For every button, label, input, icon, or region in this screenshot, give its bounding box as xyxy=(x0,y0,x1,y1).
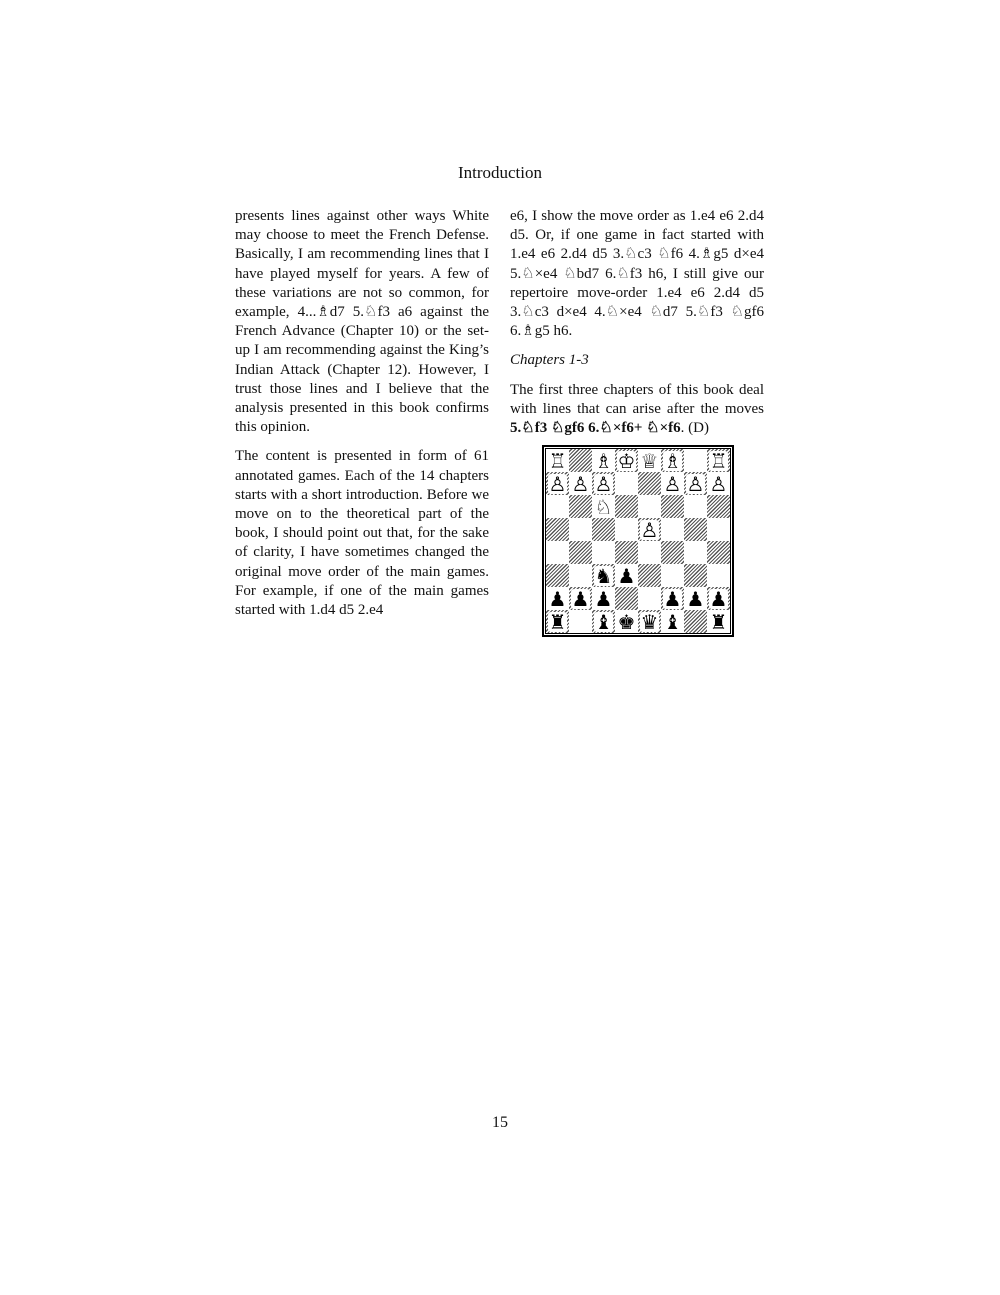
chess-board xyxy=(545,448,731,634)
paragraph: presents lines against other ways White may choose to meet the French Defense. Basically, I am recommending lines that I have played myself for years. A few of these variations are not so common, for example, 4...♗d7 5.♘f3 a6 against the French Advance (Chapter 10) or the set-up I am recommending against the King’s Indian Attack (Chapter 12). However, I trust those lines and I believe that the analysis presented in this book confirms this opinion. xyxy=(235,208,489,436)
board-square xyxy=(684,610,707,633)
board-square xyxy=(569,518,592,541)
chess-piece: ♙ xyxy=(686,471,705,496)
board-square xyxy=(684,541,707,564)
board-square xyxy=(569,587,592,610)
chess-piece: ♙ xyxy=(571,471,590,496)
board-square xyxy=(684,449,707,472)
board-square xyxy=(615,610,638,633)
board-square xyxy=(638,587,661,610)
move-sequence: 5.♘f3 ♘gf6 6.♘×f6+ ♘×f6 xyxy=(510,420,681,437)
right-column xyxy=(510,207,764,448)
chess-piece: ♜ xyxy=(548,609,567,634)
chess-piece: ♗ xyxy=(594,448,613,473)
board-square xyxy=(661,541,684,564)
board-square xyxy=(615,495,638,518)
board-square xyxy=(638,518,661,541)
chess-piece: ♟ xyxy=(548,586,567,611)
paragraph: The content is presented in form of 61 annotated games. Each of the 14 chapters starts with a short introduction. Before we move on to the theoretical part of the book, I should point out that, for the sake of clarity, I have sometimes changed the original move order of the main games. For example, if one of the main games started with 1.d4 d5 2.e4 xyxy=(235,448,489,619)
board-square xyxy=(546,541,569,564)
paragraph: e6, I show the move order as 1.e4 e6 2.d4 d5. Or, if one game in fact started with 1.e4 e6 2.d4 d5 3.♘c3 ♘f6 4.♗g5 d×e4 5.♘×e4 ♘bd7 6.♘f3 h6, I still give our repertoire move-order 1.e4 e6 2.d4 d5 3.♘c3 d×e4 4.♘×e4 ♘d7 5.♘f3 ♘gf6 6.♗g5 h6. xyxy=(510,208,764,340)
chess-piece: ♟ xyxy=(617,563,636,588)
board-square xyxy=(707,587,730,610)
page-number: 15 xyxy=(492,1114,508,1131)
chess-piece: ♖ xyxy=(709,448,728,473)
board-square xyxy=(661,495,684,518)
board-square xyxy=(592,610,615,633)
board-square xyxy=(615,587,638,610)
board-square xyxy=(707,449,730,472)
board-square xyxy=(707,472,730,495)
chess-piece: ♙ xyxy=(548,471,567,496)
board-square xyxy=(592,587,615,610)
paragraph xyxy=(510,381,764,439)
board-square xyxy=(569,472,592,495)
board-square xyxy=(592,472,615,495)
chess-piece: ♟ xyxy=(709,586,728,611)
chess-piece: ♜ xyxy=(709,609,728,634)
running-header: Introduction xyxy=(457,163,543,182)
chess-piece: ♘ xyxy=(594,494,613,519)
board-square xyxy=(707,495,730,518)
chess-piece: ♙ xyxy=(640,517,659,542)
board-square xyxy=(569,449,592,472)
chess-piece: ♚ xyxy=(617,609,636,634)
chess-piece: ♕ xyxy=(640,448,659,473)
chess-piece: ♔ xyxy=(617,448,636,473)
board-square xyxy=(615,472,638,495)
board-square xyxy=(546,495,569,518)
board-square xyxy=(638,472,661,495)
chess-piece: ♛ xyxy=(640,609,659,634)
board-square xyxy=(592,449,615,472)
board-square xyxy=(615,564,638,587)
chess-piece: ♙ xyxy=(709,471,728,496)
chess-piece: ♝ xyxy=(594,609,613,634)
board-square xyxy=(592,495,615,518)
board-square xyxy=(592,564,615,587)
board-square xyxy=(546,518,569,541)
chess-piece: ♙ xyxy=(663,471,682,496)
board-square xyxy=(684,587,707,610)
board-square xyxy=(707,564,730,587)
chess-diagram xyxy=(542,445,734,637)
board-square xyxy=(638,564,661,587)
board-square xyxy=(661,472,684,495)
board-square xyxy=(684,564,707,587)
board-square xyxy=(592,541,615,564)
board-square xyxy=(661,610,684,633)
board-square xyxy=(569,610,592,633)
board-square xyxy=(707,541,730,564)
board-square xyxy=(684,495,707,518)
chess-piece: ♙ xyxy=(594,471,613,496)
chess-piece: ♗ xyxy=(663,448,682,473)
board-square xyxy=(569,541,592,564)
board-square xyxy=(546,449,569,472)
board-square xyxy=(615,541,638,564)
chess-piece: ♟ xyxy=(663,586,682,611)
board-square xyxy=(661,449,684,472)
board-square xyxy=(684,472,707,495)
paragraph-text: The first three chapters of this book deal with lines that can arise after the moves xyxy=(510,381,764,417)
section-heading: Chapters 1-3 xyxy=(510,352,589,369)
board-square xyxy=(638,495,661,518)
board-square xyxy=(661,587,684,610)
board-square xyxy=(638,541,661,564)
chess-piece: ♟ xyxy=(686,586,705,611)
board-square xyxy=(615,449,638,472)
board-square xyxy=(638,610,661,633)
board-square xyxy=(569,564,592,587)
board-square xyxy=(569,495,592,518)
board-square xyxy=(546,587,569,610)
chess-piece: ♝ xyxy=(663,609,682,634)
board-square xyxy=(661,564,684,587)
chess-piece: ♞ xyxy=(594,563,613,588)
board-square xyxy=(592,518,615,541)
chess-piece: ♟ xyxy=(571,586,590,611)
paragraph-text: . (D) xyxy=(680,420,709,437)
board-square xyxy=(615,518,638,541)
board-square xyxy=(638,449,661,472)
board-square xyxy=(546,564,569,587)
board-square xyxy=(707,518,730,541)
board-square xyxy=(684,518,707,541)
board-square xyxy=(546,610,569,633)
board-square xyxy=(707,610,730,633)
chess-piece: ♖ xyxy=(548,448,567,473)
chess-piece: ♟ xyxy=(594,586,613,611)
board-square xyxy=(661,518,684,541)
left-column xyxy=(235,207,489,630)
board-square xyxy=(546,472,569,495)
